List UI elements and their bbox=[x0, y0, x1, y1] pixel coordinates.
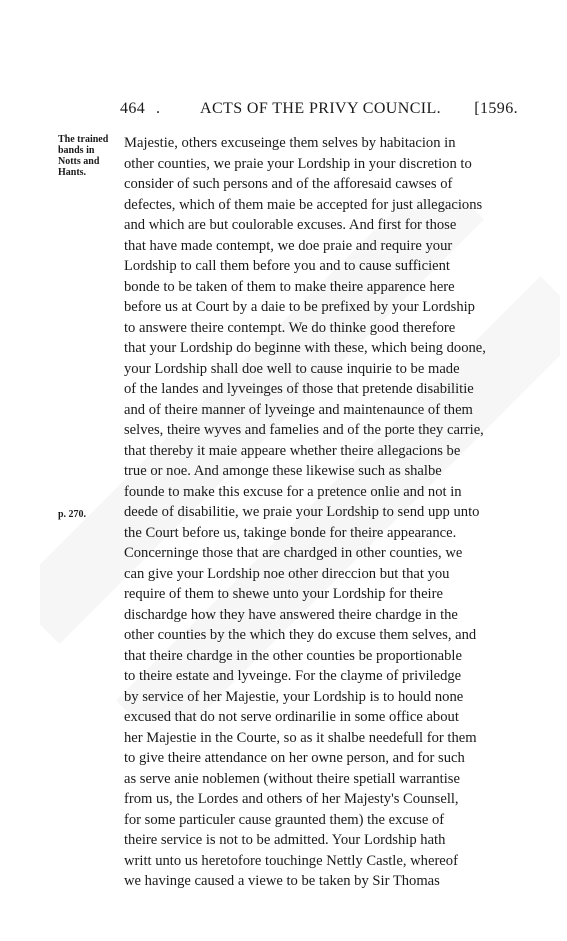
body-line: can give your Lordship noe other direccion but that you bbox=[124, 565, 450, 582]
body-line: her Majestie in the Courte, so as it shalbe needefull for them bbox=[124, 729, 477, 746]
body-line: your Lordship shall doe well to cause inquirie to be made bbox=[124, 360, 460, 377]
body-line: selves, theire wyves and famelies and of the porte they carrie, bbox=[124, 422, 484, 438]
margin-note-line: Notts and bbox=[58, 156, 100, 167]
body-text bbox=[124, 133, 520, 892]
page-number: 464 bbox=[120, 100, 146, 117]
body-line: excused that do not serve ordinarilie in some office about bbox=[124, 709, 459, 725]
running-title: ACTS OF THE PRIVY COUNCIL. bbox=[200, 100, 442, 117]
body-line: Lordship to call them before you and to cause sufficient bbox=[124, 258, 450, 274]
page-number-dot: . bbox=[156, 100, 161, 117]
body-line: and of theire manner of lyveinge and maintenaunce of them bbox=[124, 401, 473, 418]
body-line: from us, the Lordes and others of her Majesty's Counsell, bbox=[124, 791, 459, 807]
margin-note-line: Hants. bbox=[58, 167, 87, 178]
body-line: dischardge how they have answered theire chardge in the bbox=[124, 606, 458, 623]
body-line: Concerninge those that are chardged in other counties, we bbox=[124, 545, 463, 561]
body-line: to theire estate and lyveinge. For the clayme of priviledge bbox=[124, 668, 462, 684]
body-line: that theire chardge in the other counties be proportionable bbox=[124, 647, 462, 664]
body-line: to answere theire contempt. We do thinke good therefore bbox=[124, 319, 456, 336]
body-line: and which are but coulorable excuses. And first for those bbox=[124, 217, 457, 233]
header-year: [1596. bbox=[474, 100, 518, 117]
body-line: by service of her Majestie, your Lordship is to hould none bbox=[124, 688, 464, 705]
body-line: of the landes and lyveinges of those that pretende disabilitie bbox=[124, 381, 474, 397]
body-line: that thereby it maie appeare whether theire allegacions be bbox=[124, 442, 461, 459]
body-line: defectes, which of them maie be accepted for just allegacions bbox=[124, 196, 483, 213]
body-line: for some particuler cause graunted them) the excuse of bbox=[124, 811, 445, 828]
body-line: require of them to shewe unto your Lordship for theire bbox=[124, 586, 443, 602]
body-line: before us at Court by a daie to be prefixed by your Lordship bbox=[124, 299, 475, 315]
body-line: other counties, we praie your Lordship in your discretion to bbox=[124, 155, 472, 172]
body-line: we havinge caused a viewe to be taken by Sir Thomas bbox=[124, 873, 440, 889]
body-line: true or noe. And amonge these likewise such as shalbe bbox=[124, 463, 442, 479]
body-line: the Court before us, takinge bonde for theire appearance. bbox=[124, 524, 457, 541]
body-line: theire service is not to be admitted. Your Lordship hath bbox=[124, 832, 446, 848]
body-line: that have made contempt, we doe praie and require your bbox=[124, 237, 453, 254]
body-line: Majestie, others excuseinge them selves by habitacion in bbox=[124, 135, 456, 151]
page-header bbox=[120, 100, 518, 122]
page-reference: p. 270. bbox=[58, 509, 87, 520]
margin-note-page-ref bbox=[58, 509, 118, 520]
margin-note-line: bands in bbox=[58, 145, 95, 156]
body-line: writt unto us heretofore touchinge Nettly Castle, whereof bbox=[124, 852, 458, 869]
body-line: as serve anie noblemen (without theire spetiall warrantise bbox=[124, 770, 460, 787]
body-line: bonde to be taken of them to make theire apparence here bbox=[124, 278, 455, 295]
body-line: consider of such persons and of the afforesaid cawses of bbox=[124, 176, 453, 192]
body-line: deede of disabilitie, we praie your Lordship to send upp unto bbox=[124, 504, 480, 520]
margin-note-trained-bands bbox=[58, 134, 118, 178]
margin-note-line: The trained bbox=[58, 134, 109, 145]
body-line: to give theire attendance on her owne person, and for such bbox=[124, 750, 465, 766]
body-line: founde to make this excuse for a pretence onlie and not in bbox=[124, 483, 462, 500]
body-line: that your Lordship do beginne with these, which being doone, bbox=[124, 340, 486, 356]
body-line: other counties by the which they do excuse them selves, and bbox=[124, 627, 477, 643]
